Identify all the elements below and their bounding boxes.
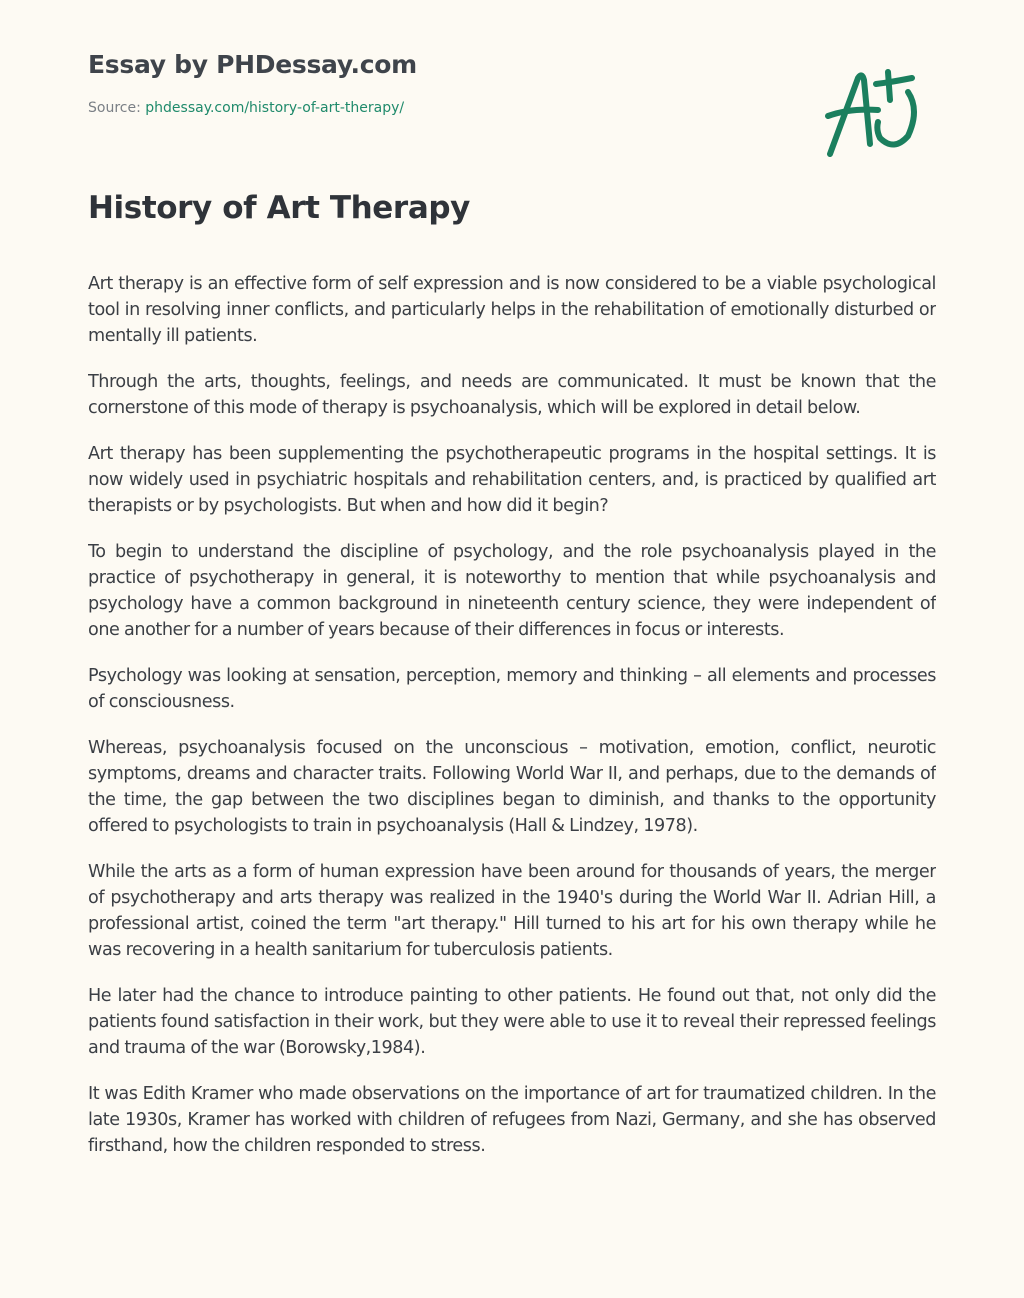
article-body xyxy=(88,271,936,1250)
source-label: Source: xyxy=(88,100,141,116)
a-plus-grade-icon xyxy=(820,64,930,160)
paragraph: Through the arts, thoughts, feelings, and needs are communicated. It must be known that the cornerstone of this mode of therapy is psychoanalysis, which will be explored in detail below. xyxy=(88,372,936,418)
paragraph: To begin to understand the discipline of psychology, and the role psychoanalysis played in the practice of psychotherapy in general, it is noteworthy to mention that while psychoanalysis and psychology have a common background in nineteenth century science, they were independent of one another for a number of years because of their differences in focus or interests. xyxy=(88,542,936,640)
paragraph: Art therapy is an effective form of self expression and is now considered to be a viable psychological tool in resolving inner conflicts, and particularly helps in the rehabilitation of emotionally disturbed or mentally ill patients. xyxy=(88,274,936,346)
source-link[interactable]: phdessay.com/history-of-art-therapy/ xyxy=(145,100,405,116)
paragraph: Art therapy has been supplementing the psychotherapeutic programs in the hospital settings. It is now widely used in psychiatric hospitals and rehabilitation centers, and, is practiced by qualified art therapists or by psychologists. But when and how did it begin? xyxy=(88,444,936,516)
paragraph: Whereas, psychoanalysis focused on the unconscious – motivation, emotion, conflict, neurotic symptoms, dreams and character traits. Following World War II, and perhaps, due to the demands of the time, the gap between the two disciplines began to diminish, and thanks to the opportunity offered to psychologists to train in psychoanalysis (Hall & Lindzey, 1978). xyxy=(88,738,936,836)
source-line xyxy=(88,100,404,116)
paragraph: He later had the chance to introduce painting to other patients. He found out that, not only did the patients found satisfaction in their work, but they were able to use it to reveal their repressed feelings and trauma of the war (Borowsky,1984). xyxy=(88,986,936,1058)
paragraph: It was Edith Kramer who made observations on the importance of art for traumatized children. In the late 1930s, Kramer has worked with children of refugees from Nazi, Germany, and she has observed firsthand, how the children responded to stress. xyxy=(88,1084,936,1156)
paragraph: While the arts as a form of human expression have been around for thousands of years, the merger of psychotherapy and arts therapy was realized in the 1940's during the World War II. Adrian Hill, a professional artist, coined the term "art therapy." Hill turned to his art for his own therapy while he was recovering in a health sanitarium for tuberculosis patients. xyxy=(88,862,936,960)
article-title: History of Art Therapy xyxy=(88,190,470,226)
site-title: Essay by PHDessay.com xyxy=(88,50,417,79)
paragraph: Psychology was looking at sensation, perception, memory and thinking – all elements and processes of consciousness. xyxy=(88,666,936,712)
